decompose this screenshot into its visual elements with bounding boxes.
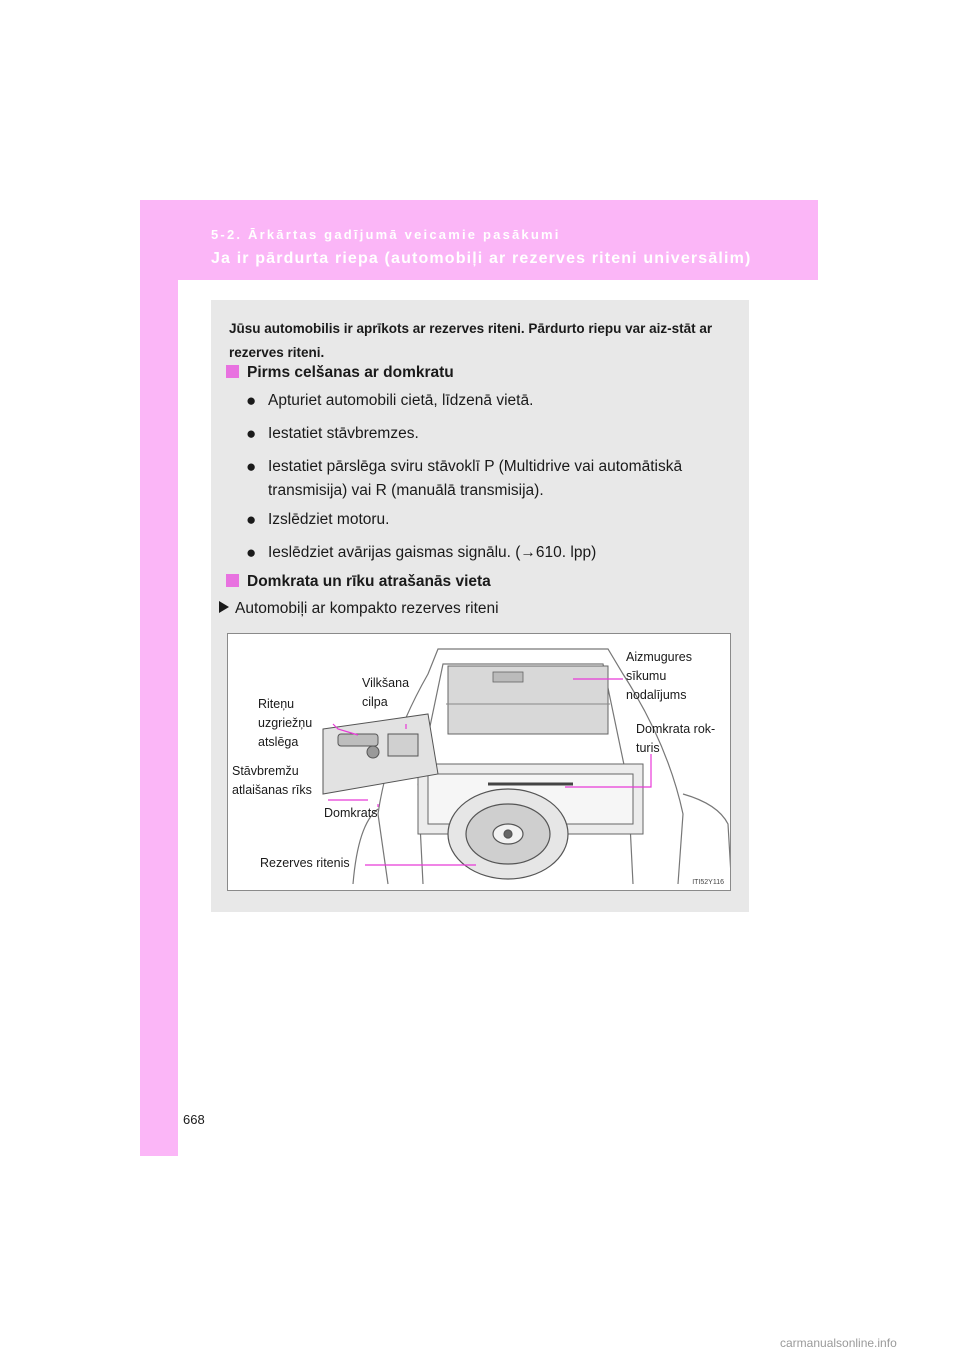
bullet-icon: ●: [246, 457, 257, 476]
figure-code: ITI52Y116: [692, 879, 724, 886]
list-item: [246, 422, 736, 446]
page-number: 668: [183, 1112, 205, 1127]
page-heading: Ja ir pārdurta riepa (automobiļi ar rezerves riteni universālim): [211, 250, 752, 267]
label-rear-storage: Aizmugures sīkumu nodalījums: [626, 650, 692, 702]
vehicle-type-text: Automobiļi ar kompakto rezerves riteni: [235, 600, 499, 617]
list-item-text: Apturiet automobili cietā, līdzenā vietā.: [268, 392, 534, 409]
subheading-jack-location: [226, 573, 491, 591]
bullet-icon: ●: [246, 424, 257, 443]
square-bullet-icon: [226, 365, 239, 378]
intro-text: Jūsu automobilis ir aprīkots ar rezerves riteni. Pārdurto riepu var aiz-stāt ar rezerves riteni.: [229, 321, 713, 360]
triangle-arrow-icon: [219, 601, 229, 613]
list-item-text: Iestatiet pārslēga sviru stāvoklī P (Multidrive vai automātiskā transmisija) vai R (manuālā transmisija).: [268, 458, 683, 499]
subheading-text: Domkrata un rīku atrašanās vieta: [247, 573, 491, 590]
label-jack: Domkrats: [324, 806, 378, 820]
subheading-text: Pirms celšanas ar domkratu: [247, 364, 454, 381]
list-item: [246, 389, 736, 413]
list-item-text: Izslēdziet motoru.: [268, 511, 390, 528]
list-item: [246, 541, 736, 565]
footer-watermark: carmanualsonline.info: [780, 1336, 897, 1350]
bullet-icon: ●: [246, 510, 257, 529]
label-lug-wrench: Riteņu uzgriežņu atslēga: [258, 697, 313, 749]
vehicle-type-item: [219, 600, 499, 618]
label-spare-tire: Rezerves ritenis: [260, 856, 350, 870]
rear-storage-lid: [448, 666, 608, 734]
trunk-illustration: [227, 633, 731, 891]
label-towing-eye: Vilkšana cilpa: [362, 676, 410, 709]
list-item-text: Iestatiet stāvbremzes.: [268, 425, 419, 442]
label-parking-brake-tool: Stāvbremžu atlaišanas rīks: [232, 764, 312, 797]
bullet-icon: ●: [246, 391, 257, 410]
list-item-text: Ieslēdziet avārijas gaismas signālu. (→610. lpp): [268, 544, 597, 561]
side-tab: [140, 200, 178, 1156]
list-item: [246, 508, 736, 532]
label-jack-handle: Domkrata rok- turis: [636, 722, 716, 755]
subheading-before-jacking: [226, 364, 454, 382]
section-title: 5-2. Ārkārtas gadījumā veicamie pasākumi: [211, 227, 561, 242]
square-bullet-icon: [226, 574, 239, 587]
list-item: [246, 455, 736, 503]
bullet-icon: ●: [246, 543, 257, 562]
